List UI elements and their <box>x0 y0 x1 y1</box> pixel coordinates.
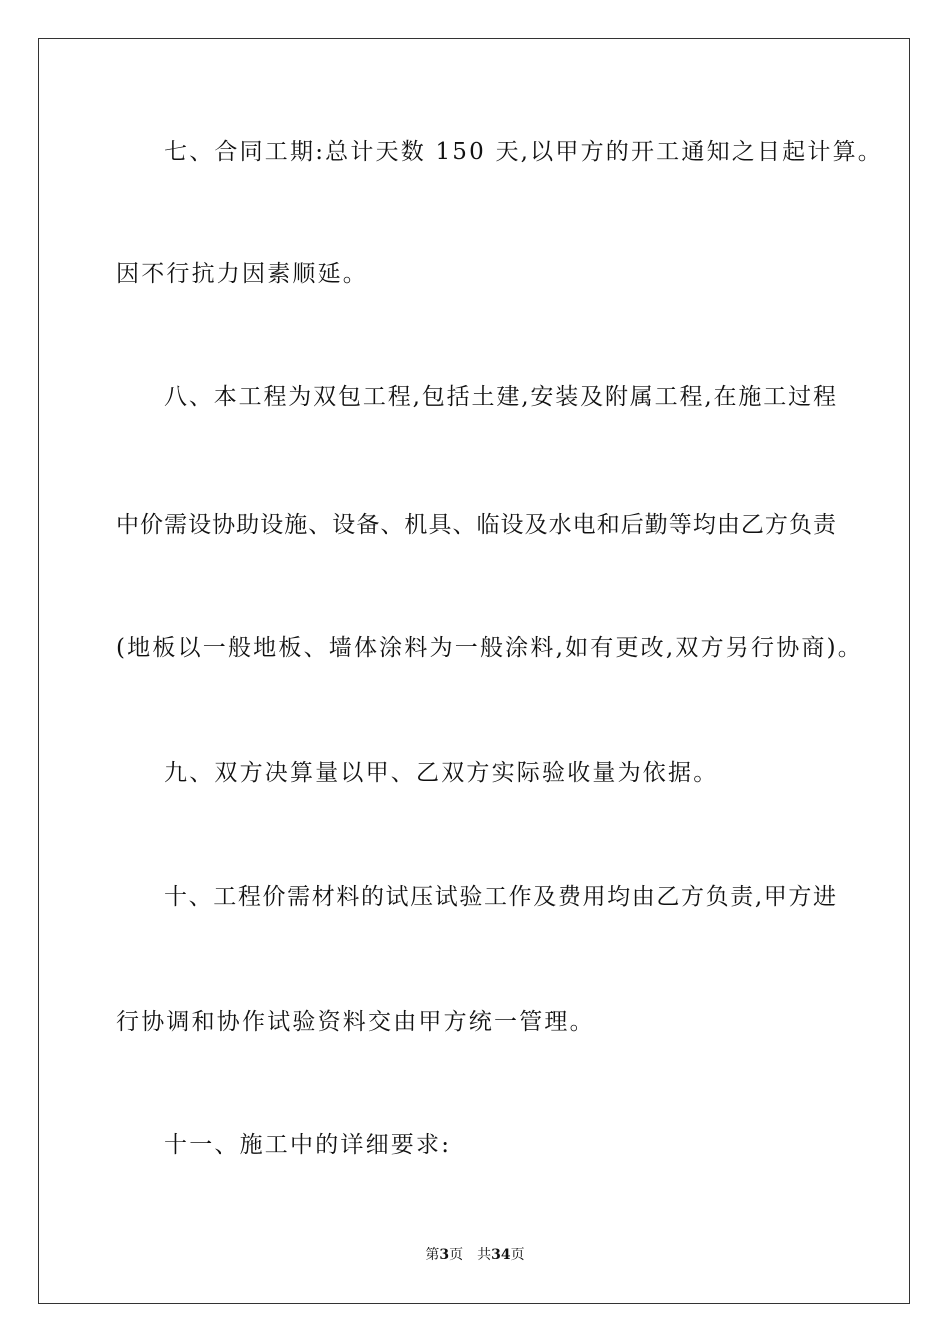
total-pages: 34 <box>491 1247 511 1263</box>
paragraph-8-line-2: 中价需设协助设施、设备、机具、临设及水电和后勤等均由乙方负责 <box>116 512 836 538</box>
paragraph-7-line-2: 因不行抗力因素顺延。 <box>116 261 368 287</box>
page-suffix: 页 <box>449 1247 464 1263</box>
paragraph-9-line-1: 九、双方决算量以甲、乙双方实际验收量为依据。 <box>164 760 719 786</box>
paragraph-10-line-1: 十、工程价需材料的试压试验工作及费用均由乙方负责,甲方进 <box>164 884 836 910</box>
paragraph-7-line-1: 七、合同工期:总计天数 150 天,以甲方的开工通知之日起计算。 <box>164 139 883 165</box>
page-footer <box>0 1246 950 1264</box>
paragraph-10-line-2: 行协调和协作试验资料交由甲方统一管理。 <box>116 1009 595 1035</box>
paragraph-8-line-3: (地板以一般地板、墙体涂料为一般涂料,如有更改,双方另行协商)。 <box>116 635 863 661</box>
total-suffix: 页 <box>510 1247 525 1263</box>
paragraph-8-line-1: 八、本工程为双包工程,包括土建,安装及附属工程,在施工过程 <box>164 384 836 410</box>
page-frame <box>38 38 910 1304</box>
page-prefix: 第 <box>425 1247 440 1263</box>
paragraph-11-line-1: 十一、施工中的详细要求: <box>164 1132 452 1158</box>
page-number: 3 <box>439 1247 450 1263</box>
total-prefix: 共 <box>477 1247 492 1263</box>
